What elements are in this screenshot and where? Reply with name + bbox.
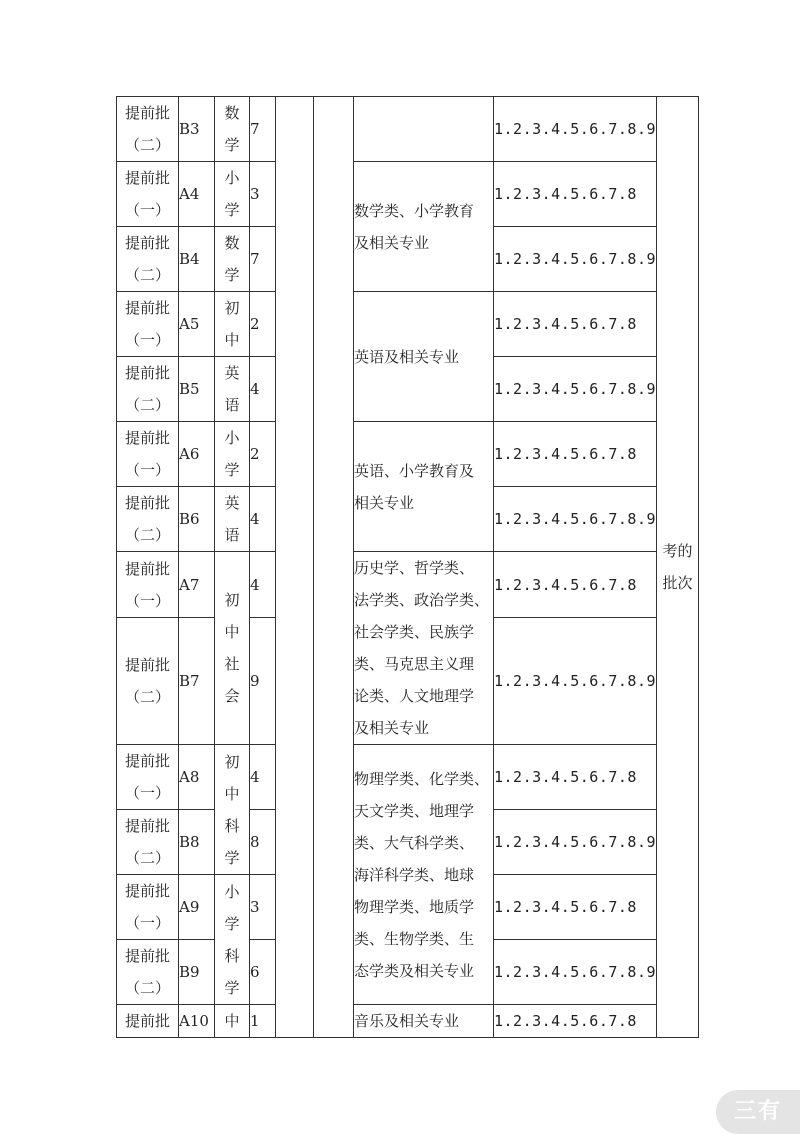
table-row — [117, 97, 699, 162]
score-cell: 1.2.3.4.5.6.7.8 — [494, 1005, 657, 1038]
subject-cell: 中 — [215, 1005, 250, 1038]
major-cell: 音乐及相关专业 — [354, 1005, 494, 1038]
batch-cell: 提前批 （一） — [117, 292, 179, 357]
score-cell: 1.2.3.4.5.6.7.8.9 — [494, 487, 657, 552]
score-cell: 1.2.3.4.5.6.7.8.9 — [494, 97, 657, 162]
note-cell: 考的 批次 — [657, 97, 699, 1038]
count-cell: 9 — [250, 618, 276, 745]
batch-cell: 提前批 （一） — [117, 552, 179, 618]
batch-cell: 提前批 （二） — [117, 357, 179, 422]
code-cell: B8 — [179, 810, 215, 875]
batch-cell: 提前批 （二） — [117, 487, 179, 552]
subject-cell: 小 学 — [215, 422, 250, 487]
major-cell: 英语及相关专业 — [354, 292, 494, 422]
major-cell — [354, 97, 494, 162]
empty-column — [314, 97, 354, 1038]
count-cell: 2 — [250, 422, 276, 487]
batch-cell: 提前批 （二） — [117, 940, 179, 1005]
count-cell: 4 — [250, 487, 276, 552]
batch-cell: 提前批 （一） — [117, 875, 179, 940]
subject-cell: 初 中 科 学 — [215, 745, 250, 875]
table-row — [117, 292, 699, 357]
score-cell: 1.2.3.4.5.6.7.8 — [494, 162, 657, 227]
count-cell: 7 — [250, 227, 276, 292]
batch-cell: 提前批 （一） — [117, 162, 179, 227]
count-cell: 4 — [250, 552, 276, 618]
batch-cell: 提前批 — [117, 1005, 179, 1038]
score-cell: 1.2.3.4.5.6.7.8.9 — [494, 618, 657, 745]
count-cell: 2 — [250, 292, 276, 357]
code-cell: B5 — [179, 357, 215, 422]
subject-cell: 小 学 — [215, 162, 250, 227]
table-row — [117, 422, 699, 487]
code-cell: A10 — [179, 1005, 215, 1038]
code-cell: B4 — [179, 227, 215, 292]
code-cell: A7 — [179, 552, 215, 618]
batch-cell: 提前批 （一） — [117, 422, 179, 487]
code-cell: A9 — [179, 875, 215, 940]
code-cell: B3 — [179, 97, 215, 162]
code-cell: B9 — [179, 940, 215, 1005]
subject-cell: 英 语 — [215, 357, 250, 422]
table-row — [117, 745, 699, 810]
subject-cell: 数 学 — [215, 227, 250, 292]
score-cell: 1.2.3.4.5.6.7.8 — [494, 745, 657, 810]
score-cell: 1.2.3.4.5.6.7.8.9 — [494, 357, 657, 422]
code-cell: A5 — [179, 292, 215, 357]
code-cell: B7 — [179, 618, 215, 745]
count-cell: 1 — [250, 1005, 276, 1038]
table-row — [117, 552, 699, 618]
count-cell: 4 — [250, 357, 276, 422]
code-cell: A8 — [179, 745, 215, 810]
code-cell: A6 — [179, 422, 215, 487]
recruitment-table — [116, 96, 699, 1038]
score-cell: 1.2.3.4.5.6.7.8 — [494, 422, 657, 487]
count-cell: 4 — [250, 745, 276, 810]
major-cell: 物理学类、化学类、 天文学类、地理学 类、大气科学类、 海洋科学类、地球 物理学类、地质学 类、生物学类、生 态学类及相关专业 — [354, 745, 494, 1005]
batch-cell: 提前批 （二） — [117, 618, 179, 745]
watermark-logo: 三有 — [716, 1090, 800, 1134]
empty-column — [276, 97, 314, 1038]
count-cell: 7 — [250, 97, 276, 162]
major-cell: 英语、小学教育及 相关专业 — [354, 422, 494, 552]
score-cell: 1.2.3.4.5.6.7.8 — [494, 292, 657, 357]
count-cell: 6 — [250, 940, 276, 1005]
major-cell: 历史学、哲学类、 法学类、政治学类、 社会学类、民族学 类、马克思主义理 论类、人文地理学 及相关专业 — [354, 552, 494, 745]
count-cell: 8 — [250, 810, 276, 875]
batch-cell: 提前批 （二） — [117, 810, 179, 875]
subject-cell: 初 中 社 会 — [215, 552, 250, 745]
count-cell: 3 — [250, 162, 276, 227]
subject-cell: 初 中 — [215, 292, 250, 357]
subject-cell: 数 学 — [215, 97, 250, 162]
subject-cell: 小 学 科 学 — [215, 875, 250, 1005]
score-cell: 1.2.3.4.5.6.7.8.9 — [494, 227, 657, 292]
subject-cell: 英 语 — [215, 487, 250, 552]
score-cell: 1.2.3.4.5.6.7.8 — [494, 552, 657, 618]
count-cell: 3 — [250, 875, 276, 940]
score-cell: 1.2.3.4.5.6.7.8 — [494, 875, 657, 940]
code-cell: A4 — [179, 162, 215, 227]
batch-cell: 提前批 （一） — [117, 745, 179, 810]
batch-cell: 提前批 （二） — [117, 97, 179, 162]
table-row — [117, 162, 699, 227]
code-cell: B6 — [179, 487, 215, 552]
batch-cell: 提前批 （二） — [117, 227, 179, 292]
table-row — [117, 1005, 699, 1038]
score-cell: 1.2.3.4.5.6.7.8.9 — [494, 940, 657, 1005]
major-cell: 数学类、小学教育 及相关专业 — [354, 162, 494, 292]
score-cell: 1.2.3.4.5.6.7.8.9 — [494, 810, 657, 875]
